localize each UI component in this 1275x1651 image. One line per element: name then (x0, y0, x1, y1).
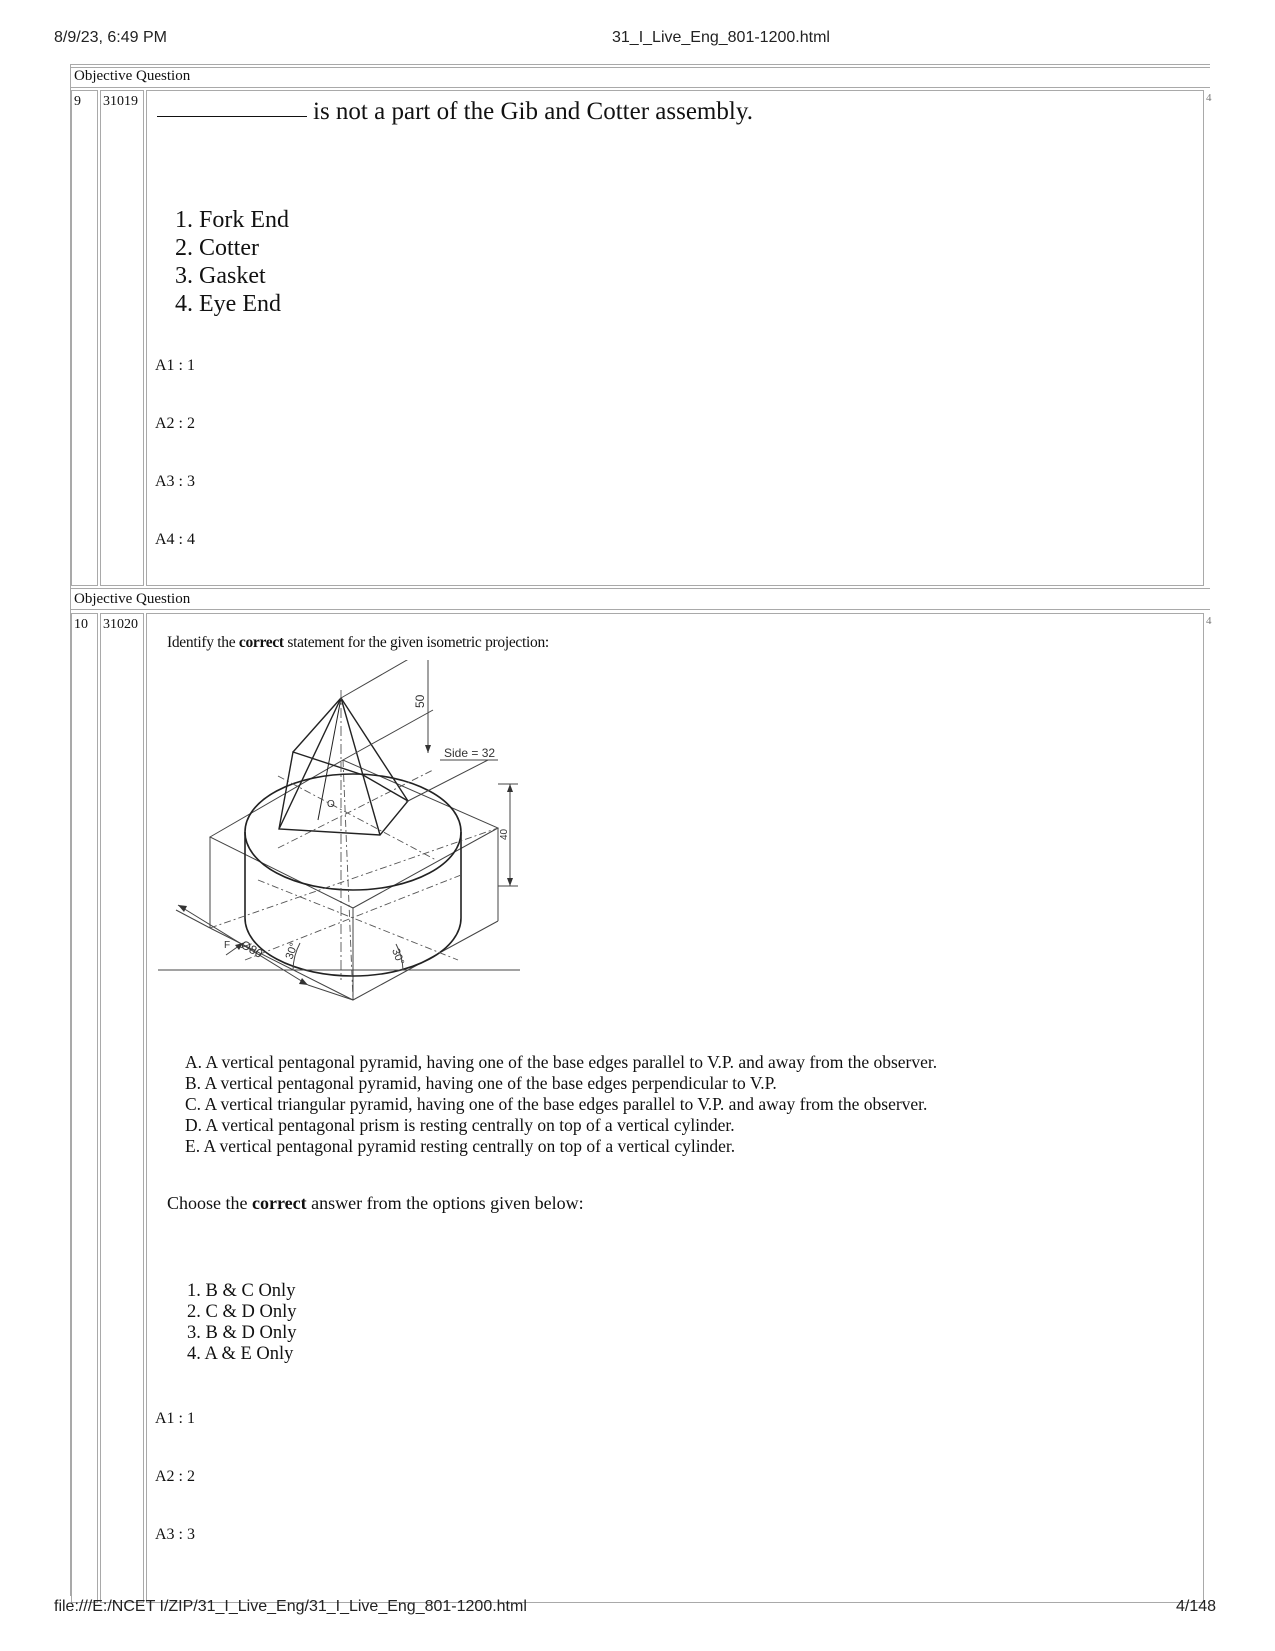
print-page-number: 4/148 (1176, 1598, 1217, 1615)
angle-label: 30° (389, 946, 407, 967)
option-item: 2. C & D Only (187, 1302, 297, 1322)
pyramid-edge (341, 698, 408, 801)
option-item: 3. B & D Only (187, 1323, 297, 1343)
answer-choice: A1 : 1 (155, 357, 195, 374)
section-label: Objective Question (74, 591, 191, 607)
height-label: 50 (413, 694, 427, 708)
qid-cell (100, 613, 144, 1603)
answer-blank (157, 98, 307, 117)
side-label: Side = 32 (444, 746, 496, 760)
serial-cell (71, 90, 98, 586)
qid-cell (100, 90, 144, 586)
answer-choice: A4 : 4 (155, 531, 195, 548)
extension-line (341, 660, 433, 698)
choose-instruction: Choose the correct answer from the options given below: (167, 1193, 584, 1213)
question-id: 31019 (103, 94, 138, 109)
pyramid-edge (341, 698, 380, 835)
statement-item: B. A vertical pentagonal pyramid, having one of the base edges perpendicular to V.P. (185, 1073, 777, 1093)
question-serial: 9 (74, 94, 81, 109)
option-item: 1. Fork End (175, 207, 289, 233)
print-title: 31_I_Live_Eng_801-1200.html (612, 29, 830, 46)
cylinder-top-ellipse (245, 774, 461, 890)
question-text: is not a part of the Gib and Cotter assembly. (157, 98, 753, 126)
question-id: 31020 (103, 617, 138, 632)
clipped-marks-indicator: 4 (1206, 92, 1212, 104)
extension-line (308, 985, 353, 1000)
answer-choice: A2 : 2 (155, 1468, 195, 1485)
option-item: 2. Cotter (175, 235, 259, 261)
arrowhead (178, 905, 187, 912)
center-line (278, 776, 436, 860)
section-label: Objective Question (74, 68, 191, 84)
answer-choice: A1 : 1 (155, 1410, 195, 1427)
leader-line (406, 760, 488, 802)
extension-line (176, 910, 210, 928)
statement-item: D. A vertical pentagonal prism is resting centrally on top of a vertical cylinder. (185, 1115, 735, 1135)
option-item: 3. Gasket (175, 263, 266, 289)
arrowhead (299, 978, 308, 985)
print-datetime: 8/9/23, 6:49 PM (54, 29, 167, 46)
question-prompt: Identify the correct statement for the given isometric projection: (167, 634, 549, 651)
diameter-label: Ø80 (238, 937, 266, 961)
outer-border-top-inner (70, 67, 1210, 68)
option-item: 4. Eye End (175, 291, 281, 317)
arrowhead (507, 878, 513, 886)
center-line (343, 760, 353, 1000)
section-divider (70, 87, 1210, 88)
option-item: 4. A & E Only (187, 1344, 294, 1364)
pyramid-edge (293, 698, 341, 752)
question-serial: 10 (74, 617, 88, 632)
center-label: O (327, 799, 335, 810)
front-label: F (224, 940, 231, 951)
statement-item: E. A vertical pentagonal pyramid resting centrally on top of a vertical cylinder. (185, 1136, 736, 1156)
section-divider (70, 609, 1210, 610)
extension-line (343, 710, 433, 760)
statement-item: C. A vertical triangular pyramid, having one of the base edges parallel to V.P. and away from the observer. (185, 1094, 928, 1114)
arrowhead (425, 745, 431, 753)
section-divider (70, 588, 1210, 589)
answer-choice: A2 : 2 (155, 415, 195, 432)
clipped-marks-indicator: 4 (1206, 615, 1212, 627)
angle-label: 30° (283, 941, 301, 962)
isometric-projection-figure (158, 660, 558, 1040)
serial-cell (71, 613, 98, 1603)
print-file-path: file:///E:/NCET I/ZIP/31_I_Live_Eng/31_I_Live_Eng_801-1200.html (54, 1598, 527, 1615)
outer-border-top (70, 64, 1210, 65)
cylinder-height-label: 40 (499, 828, 510, 840)
answer-choice: A3 : 3 (155, 1526, 195, 1543)
arrowhead (507, 784, 513, 792)
statement-item: A. A vertical pentagonal pyramid, having one of the base edges parallel to V.P. and away from the observer. (185, 1052, 938, 1072)
enclosing-box-bottom (210, 921, 498, 1000)
center-line (210, 828, 498, 928)
answer-choice: A3 : 3 (155, 473, 195, 490)
question-body-cell (146, 90, 1204, 586)
option-item: 1. B & C Only (187, 1281, 296, 1301)
